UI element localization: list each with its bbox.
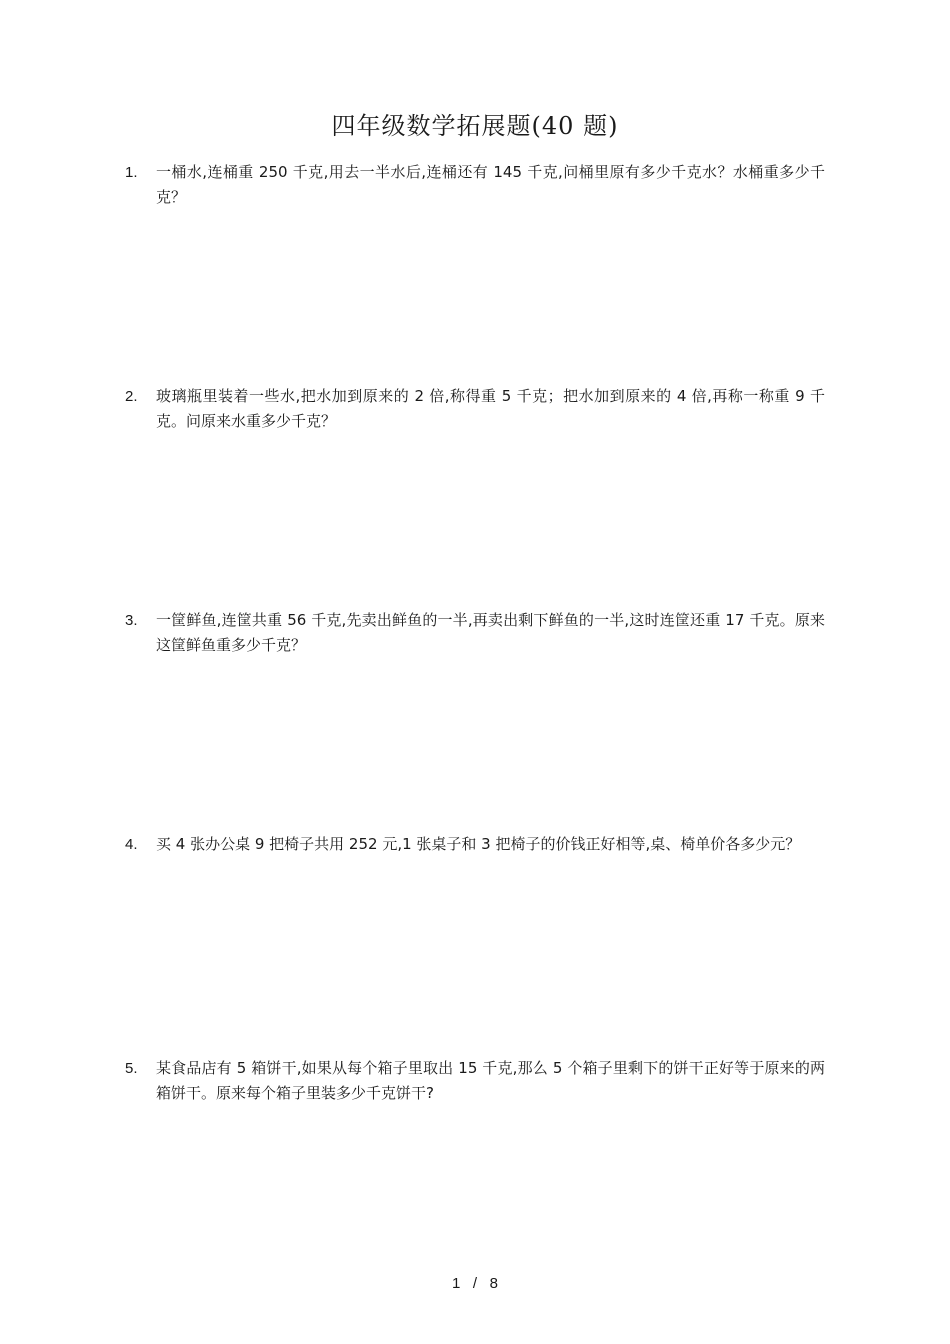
page-total: 8 [489,1275,498,1292]
page-separator: / [472,1275,478,1292]
question-number: 1. [125,164,138,181]
page-current: 1 [452,1275,461,1292]
question-number: 4. [125,836,138,853]
question-item [125,1056,825,1106]
question-number: 2. [125,388,138,405]
question-item [125,384,825,434]
question-text: 一桶水,连桶重 250 千克,用去一半水后,连桶还有 145 千克,问桶里原有多少千克水？水桶重多少千克？ [156,163,825,206]
question-text: 玻璃瓶里装着一些水,把水加到原来的 2 倍,称得重 5 千克；把水加到原来的 4 倍,再称一称重 9 千克。问原来水重多少千克？ [156,387,825,430]
question-text: 一筐鲜鱼,连筐共重 56 千克,先卖出鲜鱼的一半,再卖出剩下鲜鱼的一半,这时连筐还重 17 千克。原来这筐鲜鱼重多少千克？ [156,611,825,654]
question-item [125,832,825,857]
question-number: 5. [125,1060,138,1077]
question-text: 某食品店有 5 箱饼干,如果从每个箱子里取出 15 千克,那么 5 个箱子里剩下的饼干正好等于原来的两箱饼干。原来每个箱子里装多少千克饼干? [156,1059,825,1102]
question-item [125,608,825,658]
document-title: 四年级数学拓展题(40 题) [331,112,619,140]
question-item [125,160,825,210]
question-number: 3. [125,612,138,629]
page-indicator [0,1274,950,1294]
question-text: 买 4 张办公桌 9 把椅子共用 252 元,1 张桌子和 3 把椅子的价钱正好相等,桌、椅单价各多少元？ [156,835,801,853]
